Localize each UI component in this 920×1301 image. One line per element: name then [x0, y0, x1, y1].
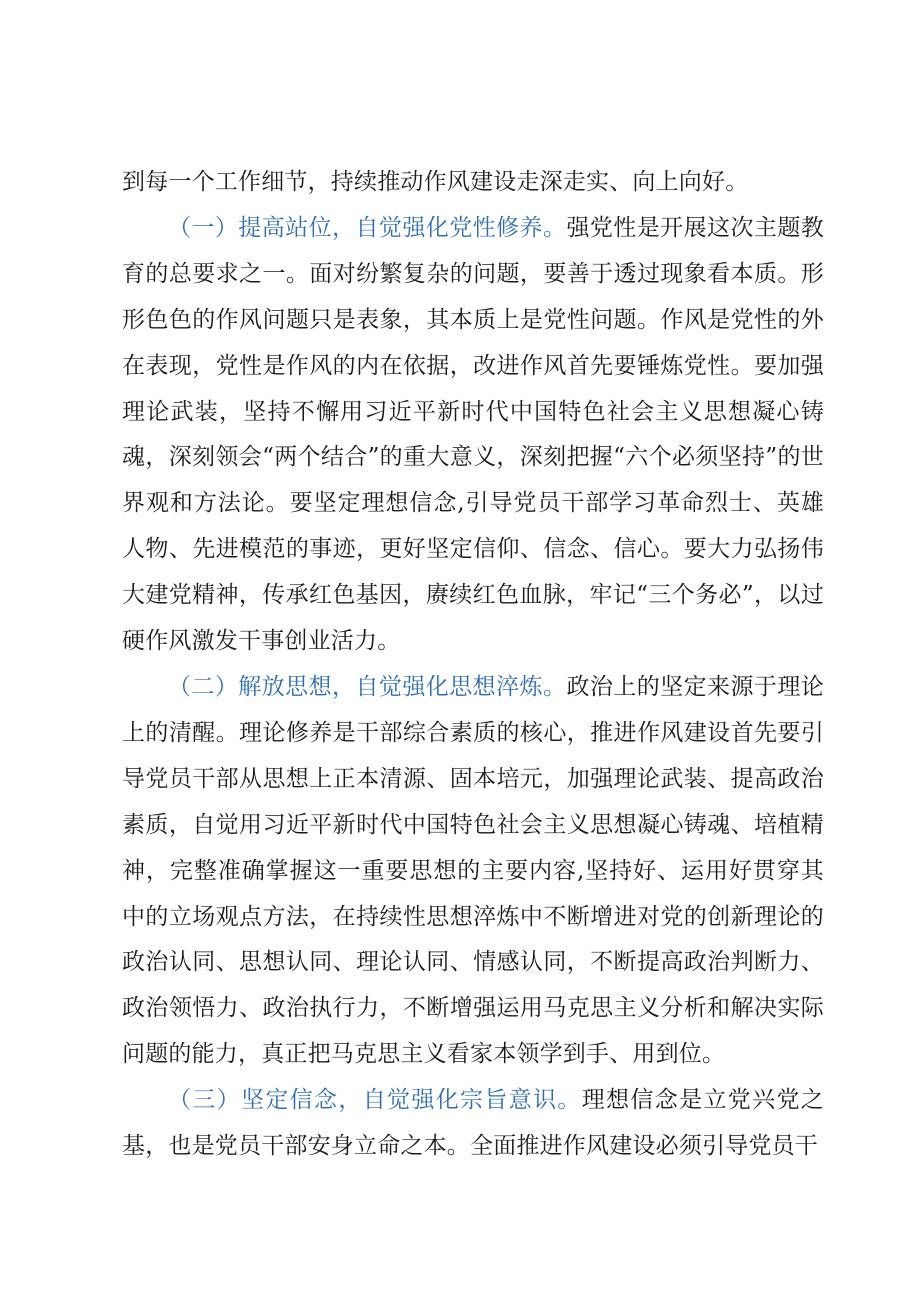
- document-body: [122, 160, 824, 1170]
- paragraph-section-1: [122, 206, 824, 665]
- section-body-1: 强党性是开展这次主题教育的总要求之一。面对纷繁复杂的问题，要善于透过现象看本质。形形色色的作风问题只是表象，其本质上是党性问题。作风是党性的外在表现，党性是作风的内在依据，改进作风首先要锤炼党性。要加强理论武装，坚持不懈用习近平新时代中国特色社会主义思想凝心铸魂，深刻领会“两个结合”的重大意义，深刻把握“六个必须坚持”的世界观和方法论。要坚定理想信念,引导党员干部学习革命烈士、英雄人物、先进模范的事迹，更好坚定信仰、信念、信心。要大力弘扬伟大建党精神，传承红色基因，赓续红色血脉，牢记“三个务必”，以过硬作风激发干事创业活力。: [122, 214, 825, 655]
- section-heading-3: （三）坚定信念，自觉强化宗旨意识。: [168, 1087, 582, 1114]
- section-body-3: 理想信念是立党兴党之基，也是党员干部安身立命之本。全面推进作风建设必须引导党员干: [122, 1087, 824, 1160]
- paragraph-section-2: [122, 665, 824, 1078]
- section-heading-1: （一）提高站位，自觉强化党性修养。: [168, 214, 567, 241]
- paragraph-section-3: [122, 1078, 824, 1170]
- section-body-2: 政治上的坚定来源于理论上的清醒。理论修养是干部综合素质的核心，推进作风建设首先要引导党员干部从思想上正本清源、固本培元，加强理论武装、提高政治素质，自觉用习近平新时代中国特色社会主义思想凝心铸魂、培植精神，完整准确掌握这一重要思想的主要内容,坚持好、运用好贯穿其中的立场观点方法，在持续性思想淬炼中不断增进对党的创新理论的政治认同、思想认同、理论认同、情感认同，不断提高政治判断力、政治领悟力、政治执行力，不断增强运用马克思主义分析和解决实际问题的能力，真正把马克思主义看家本领学到手、用到位。: [122, 673, 825, 1068]
- paragraph-continuation: [122, 160, 824, 206]
- paragraph-body: 到每一个工作细节，持续推动作风建设走深走实、向上向好。: [122, 169, 749, 195]
- section-heading-2: （二）解放思想，自觉强化思想淬炼。: [168, 673, 567, 700]
